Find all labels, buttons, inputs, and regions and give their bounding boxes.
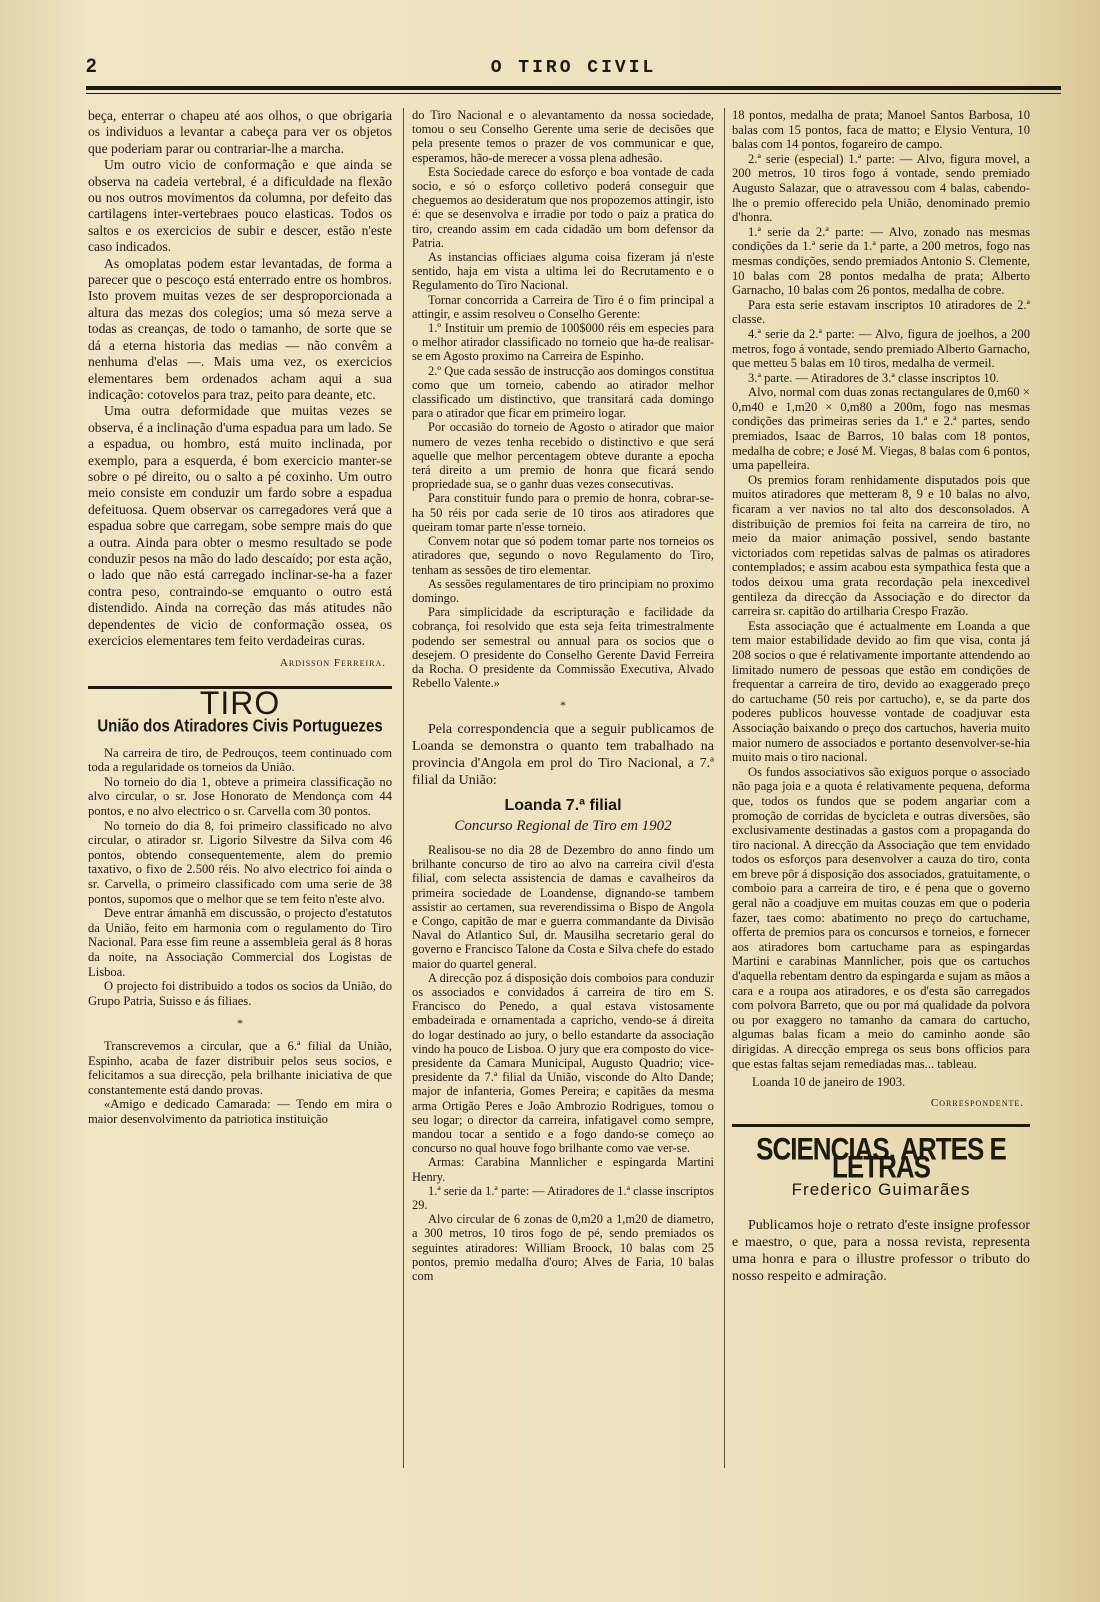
article-paragraph: Uma outra deformidade que muitas vezes se observa, é a inclinação d'uma espadua para um lado. Se a espadua, ou hombro, está muito inclinada, por exemplo, para a esquerda, é bom exercicio manter-se sobre o pé direito, ou o salto a pé coxinho. Um outro meio consiste em conduzir um fardo sobre a espadua defeituosa. Quem observar os carregadores verá que a espadua sobre que carregam, sobe sempre mais do que a outra. Ainda para obter o mesmo resultado se pode conduzir pesos na mão do lado descaído; por esta ação, o lado que não está carregado inclinar-se-ha a fazer contra peso, contraindo-se emquanto o outro está distendido. Ainda na correção das más atitudes não dependentes de vicio de conformação ossea, os exercicios elementares tem feito verdadeiras curas. — [88, 403, 392, 648]
loanda-paragraph: A direcção poz á disposição dois comboios para conduzir os associados e convidados á carreira de tiro em S. Francisco do Penedo, a qual estava vistosamente embadeirada e ornamentada a capricho, vendo-se á direita do logar destinado ao jury, o bello estandarte da associação vindo ha pouco de Lisboa. O jury que era composto do vice-presidente da Camara Municipal, Augusto Quadrio; vice-presidente da 7.ª filial da União, visconde do Alto Dande; major de infanteria, Gomes Pereira; e capitães da mesma arma Ortigão Peres e João Ambrozio Rodrigues, tomou o seu logar; o director da carreira, infatigavel como sempre, mandou tocar a sentido e a fogo dando-se começo ao concurso no qual houve fogo brilhante como vae ver-se. — [412, 970, 714, 1156]
separator-star: * — [560, 698, 566, 713]
section-title-tiro: TIRO — [199, 684, 281, 721]
union-paragraph: No torneio do dia 1, obteve a primeira classificação no alvo circular, o sr. Jose Honorato de Mendonça com 44 pontos, e no alvo electrico o sr. Carvella com 30 pontos. — [88, 774, 392, 818]
loanda-paragraph: 1.ª serie da 1.ª parte: — Atiradores de 1.ª classe inscriptos 29. — [412, 1183, 714, 1213]
union-paragraph: No torneio do dia 8, foi primeiro classificado no alvo circular, o atirador sr. Ligorio Silvestre da Silva com 46 pontos, obtendo consequentemente, alem do premio taxativo, o fixo de 2.500 réis. No alvo electrico foi ainda o sr. Carvella, o primeiro classificado com uma serie de 38 pontos, supomos que o melhor que se tem feito n'este alvo. — [88, 818, 392, 906]
circular-paragraph: Por occasião do torneio de Agosto o atirador que maior numero de vezes tenha recebido o distinctivo e que será aquelle que melhor percentagem obteve durante a epocha terá direito a um premio de honra que ficará sendo propriedade sua, se o ganhr duas vezes consecutivas. — [412, 420, 714, 492]
concurso-heading: Concurso Regional de Tiro em 1902 — [454, 817, 672, 834]
union-paragraph: Deve entrar ámanhã em discussão, o projecto d'estatutos da União, feito em harmonia com o regulamento do Tiro Nacional. Para esse fim reune a assembleia geral ás 8 horas da noite, na Associação Commercial dos Logistas de Lisboa. — [88, 906, 392, 979]
loanda-continued: 18 pontos, medalha de prata; Manoel Santos Barbosa, 10 balas com 15 pontos, faca de matto; e Elysio Ventura, 10 balas com 14 pontos, fogareiro de campo. — [732, 108, 1030, 152]
espinho-paragraph: Transcrevemos a circular, que a 6.ª filial da União, Espinho, acaba de fazer distribuir pelos seus socios, e felicitamos a sua direcção, pela brilhante iniciativa de que constantemente está dando provas. — [88, 1038, 392, 1097]
circular-paragraph: As sessões regulamentares de tiro principiam no proximo domingo. — [412, 576, 714, 605]
article-signature: Ardisson Ferreira. — [279, 657, 386, 670]
circular-paragraph: Convem notar que só podem tomar parte nos torneios os atiradores que, segundo o novo Regulamento do Tiro, tenham as sessões de tiro elementar. — [412, 534, 714, 577]
circular-paragraph: 1.º Instituir um premio de 100$000 réis em especies para o melhor atirador classificado no torneio que ha-de realisar-se em Agosto proximo na Carreira de Espinho. — [412, 321, 714, 364]
column-1 — [88, 108, 392, 1126]
loanda-continued: 3.ª parte. — Atiradores de 3.ª classe inscriptos 10. — [748, 370, 1000, 385]
union-paragraph: Na carreira de tiro, de Pedrouços, teem continuado com toda a regularidade os torneios da União. — [88, 745, 392, 775]
header-rule-thin — [86, 93, 1061, 94]
union-heading: União dos Atiradores Civis Portuguezes — [97, 716, 383, 737]
circular-paragraph: As instancias officiaes alguma coisa fizeram já n'este sentido, haja em vista a ultima lei do Recrutamento e o Regulamento do Tiro Nacional. — [412, 250, 714, 293]
loanda-paragraph: Alvo circular de 6 zonas de 0,m20 a 1,m20 de diametro, a 300 metros, 10 tiros fogo de pé, sendo premiados os seguintes atiradores: William Broock, 10 balas com 25 pontos, premio medalha d'ouro; Alves de Faria, 10 balas com — [412, 1212, 714, 1284]
header-rule-thick — [86, 86, 1061, 90]
circular-paragraph: Esta Sociedade carece do esforço e boa vontade de cada socio, e só o esforço colletivo poderá conseguir que cheguemos ao desideratum que nos propozemos attingir, isto é: que se desenvolva e irradie por todo o paiz a pratica do tiro, creando assim em cada cidadão um bom defensor da Patria. — [412, 164, 714, 250]
article-paragraph: As omoplatas podem estar levantadas, de forma a parecer que o pescoço está enterrado entre os hombros. Isto provem muitas vezes de ser desproporcionada a altura das mezas dos colegios; uma só meza serve a todas as creanças, de todo o tamanho, de sorte que se dá a eterna historia das medias — não convêm a nenhuma d'elas —. Mais uma vez, os exercicios elementares bem ordenados acham aqui a sua indicação: cotovelos para traz, peito para deante, etc. — [88, 255, 392, 402]
circular-paragraph: do Tiro Nacional e o alevantamento da nossa sociedade, tomou o seu Conselho Gerente uma serie de decisões que pela presente temos o prazer de vos communicar e que, esperamos, hão-de merecer a vossa plena adhesão. — [412, 108, 714, 165]
loanda-continued: 4.ª serie da 2.ª parte: — Alvo, figura de joelhos, a 200 metros, fogo á vontade, sendo premiado Alberto Garnacho, que metteu 5 balas em 10 tiros, medalha de vermeil. — [732, 326, 1030, 371]
loanda-paragraph: Armas: Carabina Mannlicher e espingarda Martini Henry. — [412, 1155, 714, 1184]
name-heading: Frederico Guimarães — [791, 1179, 971, 1199]
page-number: 2 — [86, 56, 97, 77]
circular-paragraph: Tornar concorrida a Carreira de Tiro é o fim principal a attingir, e assim resolveu o Conselho Gerente: — [412, 292, 714, 321]
article-paragraph: beça, enterrar o chapeu até aos olhos, o que obrigaria os individuos a levantar a cabeça para ver os objetos que poderiam parar ou contrariar-lhe a marcha. — [88, 108, 392, 156]
loanda-continued: Para esta serie estavam inscriptos 10 atiradores de 2.ª classe. — [732, 297, 1030, 327]
separator-star: * — [237, 1016, 243, 1031]
masthead-title: O TIRO CIVIL — [490, 58, 657, 78]
column-2 — [412, 108, 714, 1283]
closing-paragraph: Publicamos hoje o retrato d'este insigne professor e maestro, o que, para a nossa revista, representa uma honra e para o illustre professor o tributo do nosso respeito e admiração. — [732, 1218, 1030, 1285]
loanda-continued: Os premios foram renhidamente disputados pois que muitos atiradores que metteram 8, 9 e 10 balas no alvo, ficaram a ver navios no tal alto dos desconsolados. A distribuição de premios foi feita na carreira de tiro, no meio da maior animação possivel, sendo bastante victoriados com repetidas salvas de palmas os atiradores contemplados; e assim acabou esta sympathica festa que a todos deixou uma grata recordação pela inexcedivel gentileza da direcção da Associação e do director da carreira sr. capitão do artilharia Crespo Frazão. — [732, 472, 1030, 619]
union-news — [88, 746, 392, 1127]
filial-heading: Loanda 7.ª filial — [504, 796, 622, 814]
page-header — [86, 56, 1061, 86]
circular-paragraph: Para constituir fundo para o premio de honra, cobrar-se-ha 50 réis por cada serie de 10 tiros aos atiradores que queiram tomar parte n'esse torneio. — [412, 491, 714, 534]
column-divider-1 — [403, 108, 404, 1468]
loanda-continued: Os fundos associativos são exiguos porque o associado não paga joia e a quota é relativamente pequena, deforma que, todos os fundos que se podem angariar com a promoção de corridas de bycicleta e outras diversões, são exclusivamente destinadas a gastos com a propaganda do tiro nacional. A direcção da Associação que tem envidado todos os esforços para desenvolver a cauza do tiro, conta em breve pôr á disposição dos associados, gratuitamente, o comboio para a carreira de tiro, e é pena que o governo geral não a coadjuve em muitas couzas em que o poderia fazer, taes como: abatimento no preço do cartuchame, offerta de premios para os concursos e torneios, e fornecer aos atiradores bom cartuchame para as espingardas Martini e carabinas Mannlicher, pois que os cartuchos d'aquella rebentam dentro da espingarda e sujam as mãos a cara e a roupa aos atiradores, e os d'esta são carregados com polvora Barreto, que ou por má qualidade da polvora ou por exaggero no tamanho da camara do cartucho, algumas balas ficam a meio do caminho aonde são dirigidas. A direcção emprega os seus bons officios para que estas faltas sejam remediadas mas... tableau. — [732, 764, 1030, 1071]
article-paragraph: Um outro vicio de conformação e que ainda se observa na cadeia vertebral, é a dificuldade na flexão ou nos outros movimentos da columna, por defeito das cartilagens inter-vertebraes pouco elasticas. Todos os saltos e os exercicios de subir e descer, estão n'este caso indicados. — [88, 157, 392, 255]
correspondent-signature: Correspondente. — [930, 1096, 1024, 1109]
dateline: Loanda 10 de janeiro de 1903. — [752, 1075, 906, 1090]
espinho-paragraph: «Amigo e dedicado Camarada: — Tendo em mira o maior desenvolvimento da patriotica instituição — [88, 1097, 392, 1126]
column-divider-2 — [724, 108, 725, 1468]
loanda-intro: Pela correspondencia que a seguir publicamos de Loanda se demonstra o quanto tem trabalhado na provincia d'Angola em prol do Tiro Nacional, a 7.ª filial da União: — [412, 721, 714, 788]
circular-paragraph: 2.º Que cada sessão de instrucção aos domingos constitua como que um torneio, cabendo ao atirador melhor classificado um distinctivo, que transitará cada domingo para o atirador que ficar em primeiro logar. — [412, 363, 714, 421]
loanda-continued: Esta associação que é actualmente em Loanda a que tem maior estabilidade devido ao fim que visa, conta já 208 socios o que é relativamente importante attendendo ao limitado numero de pessoas que estão em condições de frequentar a carreira de tiro, devido ao exaggerado preço do cartuchame (50 reis por cartucho), e, se da parte dos poderes publicos houvesse vontade de coadjuvar esta Associação baixando o preço dos cartuchos, haveria muito maior numero de associados e portanto desenvolver-se-hia muito mais o tiro nacional. — [732, 618, 1030, 765]
section-title-sciencias: SCIENCIAS, ARTES E LETRAS — [756, 1130, 1006, 1185]
union-paragraph: O projecto foi distribuido a todos os socios da União, do Grupo Patria, Suisso e ás filiaes. — [88, 979, 392, 1008]
circular-paragraph: Para simplicidade da escripturação e facilidade da cobrança, foi resolvido que esta seja feita trimestralmente podendo ser semestral ou annual para os socios que o desejem. O presidente do Conselho Gerente David Ferreira da Rocha. O presidente da Commissão Executiva, Alvado Rebello Valente.» — [412, 605, 714, 691]
column-3 — [732, 108, 1030, 1285]
loanda-continued: 2.ª serie (especial) 1.ª parte: — Alvo, figura movel, a 200 metros, 10 tiros fogo á vontade, sendo premiado Augusto Salazar, que o atravessou com 4 balas, cabendo-lhe o premio offerecido pela União, denominado premio d'honra. — [732, 151, 1030, 225]
loanda-paragraph: Realisou-se no dia 28 de Dezembro do anno findo um brilhante concurso de tiro ao alvo na carreira civil d'esta filial, com selecta assistencia de damas e cavalheiros da primeira sociedade de Loandense, dignando-se tambem assistir ao certamen, sua reverendissima o Bispo de Angola e Congo, capitão de mar e guerra commandante da Divisão Naval do Atlantico Sul, dr. Mausilha secretario geral do governo e Francisco Talone da Costa e Silva chefe do estado maior do quartel general. — [412, 842, 714, 971]
section-rule — [732, 1124, 1030, 1127]
loanda-continued: 1.ª serie da 2.ª parte: — Alvo, zonado nas mesmas condições da 1.ª serie da 1.ª parte, a 200 metros, fogo nas mesmas condições, sendo premiados Antonio S. Clemente, 10 balas com 28 pontos medalha de prata; Alberto Garnacho, 10 balas com 26 pontos, medalha de cobre. — [732, 224, 1030, 298]
loanda-continued: Alvo, normal com duas zonas rectangulares de 0,m60 × 0,m40 e 1,m20 × 0,m80 a 200m, fogo nas mesmas condições das primeiras series da 1.ª e 2.ª partes, sendo premiados, Isaac de Barros, 10 balas com 18 pontos, medalha de cobre; e José M. Viegas, 8 balas com 6 pontos, uma papelleira. — [732, 385, 1030, 473]
